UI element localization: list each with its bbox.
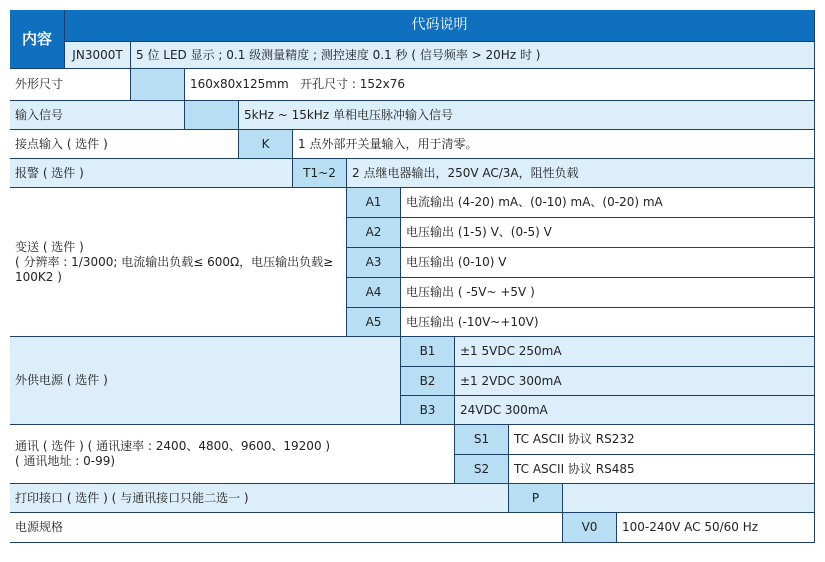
- transmit-value-label: 电压输出 ( -5V~ +5V ): [406, 285, 535, 299]
- comm-value-s2: [509, 455, 815, 484]
- model-desc-cell: [131, 42, 815, 69]
- comm-label: 通讯 ( 选件 ) ( 通讯速率 : 2400、4800、9600、19200 ): [15, 439, 331, 453]
- transmit-code-a1: [347, 188, 401, 218]
- contact-value: 1 点外部开关量输入，用于清零。: [298, 136, 478, 151]
- input-label-cell: [10, 101, 185, 130]
- power-supply-value-label: 24VDC 300mA: [460, 402, 548, 417]
- print-label-cell: [10, 484, 509, 513]
- alarm-value: 2 点继电器输出，250V AC/3A，阻性负载: [352, 165, 579, 180]
- power-code-cell: [563, 513, 617, 543]
- transmit-label-cell: [10, 188, 347, 337]
- code-desc-header-label: 代码说明: [411, 17, 468, 33]
- power-supply-value-b1: [455, 337, 815, 367]
- transmit-code-a4: [347, 278, 401, 308]
- alarm-code: T1~2: [303, 165, 336, 180]
- input-code-cell: [185, 101, 239, 130]
- transmit-value-label: 电压输出 (0-10) V: [406, 255, 507, 269]
- dimensions-code-cell: [131, 69, 185, 101]
- alarm-label-cell: [10, 159, 293, 188]
- transmit-code-label: A2: [365, 225, 382, 239]
- transmit-code-a3: [347, 248, 401, 278]
- print-code-cell: [509, 484, 563, 513]
- power-supply-label-cell: [10, 337, 401, 425]
- alarm-value-cell: [347, 159, 815, 188]
- transmit-value-a3: [401, 248, 815, 278]
- power-supply-code-label: B1: [419, 344, 436, 358]
- content-header-label: 内容: [21, 29, 52, 48]
- power-value: 100-240V AC 50/60 Hz: [622, 520, 759, 534]
- transmit-value-label: 电流输出 (4-20) mA、(0-10) mA、(0-20) mA: [406, 195, 663, 209]
- comm-label-cell: [10, 425, 455, 484]
- transmit-code-label: A4: [365, 285, 382, 299]
- transmit-code-a2: [347, 218, 401, 248]
- comm-code-s2: [455, 455, 509, 484]
- code-desc-header-cell: [65, 10, 815, 42]
- transmit-value-label: 电压输出 (1-5) V、(0-5) V: [406, 225, 552, 239]
- transmit-code-label: A1: [365, 195, 382, 209]
- transmit-value-a1: [401, 188, 815, 218]
- power-code: V0: [581, 520, 598, 534]
- alarm-label: 报警 ( 选件 ): [15, 165, 84, 180]
- power-supply-label: 外供电源 ( 选件 ): [15, 373, 108, 387]
- power-supply-value-label: ±1 2VDC 300mA: [460, 373, 562, 388]
- transmit-code-a5: [347, 308, 401, 337]
- transmit-code-label: A3: [365, 255, 382, 269]
- comm-value-label: TC ASCII 协议 RS232: [514, 432, 635, 446]
- contact-code-cell: [239, 130, 293, 159]
- model-desc: 5 位 LED 显示 ; 0.1 级测量精度 ; 测控速度 0.1 秒 ( 信号频率 > 20Hz 时 ): [136, 47, 541, 62]
- model-code: JN3000T: [72, 47, 123, 62]
- input-value-cell: [239, 101, 815, 130]
- print-label: 打印接口 ( 选件 ) ( 与通讯接口只能二选一 ): [15, 490, 249, 505]
- alarm-code-cell: [293, 159, 347, 188]
- power-label: 电源规格: [15, 520, 64, 534]
- power-supply-value-b3: [455, 396, 815, 425]
- comm-code-label: S2: [473, 461, 490, 476]
- input-value: 5kHz ~ 15kHz 单相电压脉冲输入信号: [244, 107, 453, 122]
- power-supply-code-label: B3: [419, 402, 436, 417]
- transmit-label: 变送 ( 选件 ): [15, 239, 84, 254]
- dimensions-value-cell: [185, 69, 815, 101]
- power-label-cell: [10, 513, 563, 543]
- dimensions-value: 160x80x125mm 开孔尺寸 : 152x76: [190, 77, 406, 91]
- comm-value-label: TC ASCII 协议 RS485: [514, 461, 635, 476]
- comm-address: ( 通讯地址 : 0-99): [15, 454, 116, 468]
- transmit-value-a4: [401, 278, 815, 308]
- power-supply-value-b2: [455, 367, 815, 396]
- transmit-value-a5: [401, 308, 815, 337]
- power-supply-code-b3: [401, 396, 455, 425]
- contact-code: K: [261, 136, 270, 151]
- transmit-code-label: A5: [365, 314, 382, 329]
- model-code-cell: [65, 42, 131, 69]
- input-label: 输入信号: [15, 107, 64, 122]
- transmit-value-label: 电压输出 (-10V~+10V): [406, 314, 539, 329]
- power-supply-code-label: B2: [419, 373, 436, 388]
- power-supply-value-label: ±1 5VDC 250mA: [460, 344, 562, 358]
- print-code: P: [531, 490, 540, 505]
- dimensions-label-cell: [10, 69, 131, 101]
- contact-label: 接点输入 ( 选件 ): [15, 136, 108, 151]
- dimensions-label: 外形尺寸: [15, 77, 64, 91]
- content-header-cell: [10, 10, 65, 69]
- transmit-value-a2: [401, 218, 815, 248]
- power-supply-code-b1: [401, 337, 455, 367]
- comm-code-s1: [455, 425, 509, 455]
- transmit-note: ( 分辨率 : 1/3000; 电流输出负载≤ 600Ω，电压输出负载≥ 100K2 ): [15, 254, 334, 284]
- power-value-cell: [617, 513, 815, 543]
- comm-code-label: S1: [473, 432, 490, 446]
- print-value-cell: [563, 484, 815, 513]
- comm-value-s1: [509, 425, 815, 455]
- contact-value-cell: [293, 130, 815, 159]
- power-supply-code-b2: [401, 367, 455, 396]
- contact-label-cell: [10, 130, 239, 159]
